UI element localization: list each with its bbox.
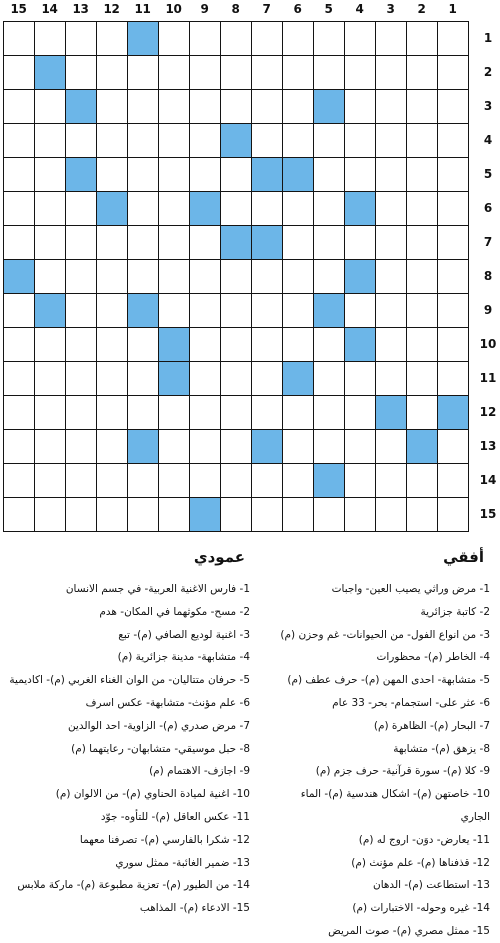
grid-cell[interactable] <box>158 293 190 328</box>
grid-cell[interactable] <box>34 89 66 124</box>
grid-cell[interactable] <box>344 89 376 124</box>
grid-cell[interactable] <box>34 361 66 396</box>
grid-cell[interactable] <box>189 395 221 430</box>
row-number: 8 <box>483 269 493 283</box>
grid-cell[interactable] <box>313 55 345 90</box>
grid-cell[interactable] <box>375 327 407 362</box>
grid-cell[interactable] <box>437 191 469 226</box>
row-number: 15 <box>479 507 497 521</box>
grid-cell[interactable] <box>313 157 345 192</box>
grid-cell[interactable] <box>282 21 314 56</box>
grid-cell[interactable] <box>437 123 469 158</box>
vertical-clue: 9- اجازف- الاهتمام (م) <box>149 765 250 778</box>
blocked-cell <box>437 395 469 430</box>
grid-cell[interactable] <box>34 21 66 56</box>
column-number: 3 <box>386 2 395 16</box>
grid-cell[interactable] <box>189 89 221 124</box>
grid-cell[interactable] <box>220 395 252 430</box>
grid-cell[interactable] <box>344 21 376 56</box>
grid-cell[interactable] <box>251 327 283 362</box>
blocked-cell <box>3 259 35 294</box>
grid-cell[interactable] <box>34 463 66 498</box>
grid-cell[interactable] <box>282 429 314 464</box>
horizontal-clue: 3- من انواع الفول- من الحيوانات- غم وحزن (م) <box>280 628 490 641</box>
grid-cell[interactable] <box>437 225 469 260</box>
grid-cell[interactable] <box>189 123 221 158</box>
grid-cell[interactable] <box>158 463 190 498</box>
grid-cell[interactable] <box>375 293 407 328</box>
grid-cell[interactable] <box>158 259 190 294</box>
grid-cell[interactable] <box>65 361 97 396</box>
grid-cell[interactable] <box>3 55 35 90</box>
vertical-clue: 7- مرض صدري (م)- الزاوية- احد الوالدين <box>67 719 250 732</box>
grid-cell[interactable] <box>220 463 252 498</box>
grid-cell[interactable] <box>96 361 128 396</box>
blocked-cell <box>65 89 97 124</box>
grid-cell[interactable] <box>96 293 128 328</box>
horizontal-clue: 1- مرض وراثي يصيب العين- واجبات <box>331 583 490 595</box>
grid-cell[interactable] <box>96 259 128 294</box>
blocked-cell <box>344 191 376 226</box>
grid-cell[interactable] <box>127 89 159 124</box>
grid-cell[interactable] <box>282 497 314 532</box>
grid-cell[interactable] <box>3 497 35 532</box>
vertical-clue: 10- اغنية لميادة الحناوي (م)- من الالوان (م) <box>55 788 250 801</box>
grid-cell[interactable] <box>375 89 407 124</box>
grid-cell[interactable] <box>3 225 35 260</box>
row-number: 9 <box>483 303 493 317</box>
grid-cell[interactable] <box>344 157 376 192</box>
grid-cell[interactable] <box>158 395 190 430</box>
row-number: 11 <box>479 371 497 385</box>
blocked-cell <box>251 225 283 260</box>
blocked-cell <box>158 327 190 362</box>
grid-cell[interactable] <box>406 157 438 192</box>
grid-cell[interactable] <box>437 55 469 90</box>
grid-cell[interactable] <box>220 497 252 532</box>
grid-cell[interactable] <box>437 293 469 328</box>
grid-cell[interactable] <box>406 191 438 226</box>
grid-cell[interactable] <box>406 361 438 396</box>
grid-cell[interactable] <box>406 259 438 294</box>
grid-cell[interactable] <box>282 293 314 328</box>
horizontal-clue: 5- متشابهة- احدى المهن (م)- حرف عطف (م) <box>287 674 490 687</box>
grid-cell[interactable] <box>3 157 35 192</box>
row-number: 3 <box>483 99 493 113</box>
grid-cell[interactable] <box>189 463 221 498</box>
grid-cell[interactable] <box>375 463 407 498</box>
grid-cell[interactable] <box>375 123 407 158</box>
grid-cell[interactable] <box>313 225 345 260</box>
grid-cell[interactable] <box>313 497 345 532</box>
column-number: 7 <box>262 2 271 16</box>
column-number: 4 <box>355 2 364 16</box>
grid-cell[interactable] <box>34 429 66 464</box>
blocked-cell <box>96 191 128 226</box>
grid-cell[interactable] <box>189 55 221 90</box>
column-number: 9 <box>200 2 209 16</box>
grid-cell[interactable] <box>220 259 252 294</box>
grid-cell[interactable] <box>251 361 283 396</box>
blocked-cell <box>344 327 376 362</box>
blocked-cell <box>282 157 314 192</box>
blocked-cell <box>127 429 159 464</box>
grid-cell[interactable] <box>344 395 376 430</box>
grid-cell[interactable] <box>251 191 283 226</box>
grid-cell[interactable] <box>313 429 345 464</box>
grid-cell[interactable] <box>437 89 469 124</box>
grid-cell[interactable] <box>3 395 35 430</box>
grid-cell[interactable] <box>96 497 128 532</box>
grid-cell[interactable] <box>34 259 66 294</box>
grid-cell[interactable] <box>282 259 314 294</box>
grid-cell[interactable] <box>375 21 407 56</box>
grid-cell[interactable] <box>406 395 438 430</box>
grid-cell[interactable] <box>437 259 469 294</box>
grid-cell[interactable] <box>251 463 283 498</box>
row-number: 7 <box>483 235 493 249</box>
grid-cell[interactable] <box>375 157 407 192</box>
grid-cell[interactable] <box>96 21 128 56</box>
horizontal-clue: 6- عثر على- استجمام- بحر- 33 عام <box>332 696 490 709</box>
row-number: 6 <box>483 201 493 215</box>
grid-cell[interactable] <box>3 429 35 464</box>
column-number: 15 <box>10 2 27 16</box>
vertical-clue: 12- شكرا بالفارسي (م)- تصرفنا معهما <box>79 833 250 846</box>
grid-cell[interactable] <box>34 157 66 192</box>
grid-cell[interactable] <box>251 497 283 532</box>
grid-cell[interactable] <box>344 429 376 464</box>
grid-cell[interactable] <box>127 123 159 158</box>
grid-cell[interactable] <box>406 327 438 362</box>
grid-cell[interactable] <box>34 225 66 260</box>
grid-cell[interactable] <box>220 21 252 56</box>
grid-cell[interactable] <box>406 225 438 260</box>
grid-cell[interactable] <box>65 429 97 464</box>
grid-cell[interactable] <box>437 361 469 396</box>
grid-cell[interactable] <box>282 463 314 498</box>
blocked-cell <box>34 293 66 328</box>
grid-cell[interactable] <box>96 463 128 498</box>
grid-cell[interactable] <box>375 259 407 294</box>
grid-cell[interactable] <box>220 157 252 192</box>
grid-cell[interactable] <box>251 123 283 158</box>
grid-cell[interactable] <box>313 21 345 56</box>
grid-cell[interactable] <box>3 21 35 56</box>
column-number: 2 <box>417 2 426 16</box>
blocked-cell <box>282 361 314 396</box>
horizontal-clue: 7- البحار (م)- الظاهرة (م) <box>373 719 490 732</box>
grid-cell[interactable] <box>158 191 190 226</box>
grid-cell[interactable] <box>65 123 97 158</box>
grid-cell[interactable] <box>313 259 345 294</box>
grid-cell[interactable] <box>127 157 159 192</box>
grid-cell[interactable] <box>406 21 438 56</box>
grid-cell[interactable] <box>220 55 252 90</box>
grid-cell[interactable] <box>282 191 314 226</box>
grid-cell[interactable] <box>65 225 97 260</box>
grid-cell[interactable] <box>65 21 97 56</box>
row-number: 1 <box>483 31 493 45</box>
grid-cell[interactable] <box>96 225 128 260</box>
grid-cell[interactable] <box>127 55 159 90</box>
grid-cell[interactable] <box>65 497 97 532</box>
horizontal-clue: 15- ممثل مصري (م)- صوت المريض <box>328 924 490 937</box>
horizontal-clue: 10- خاصتهن (م)- اشكال هندسية (م)- الماء الجاري <box>300 788 490 823</box>
grid-cell[interactable] <box>65 55 97 90</box>
blocked-cell <box>189 191 221 226</box>
grid-cell[interactable] <box>158 123 190 158</box>
grid-cell[interactable] <box>127 191 159 226</box>
grid-cell[interactable] <box>189 361 221 396</box>
vertical-clue: 13- ضمير الغائبة- ممثل سوري <box>115 856 250 869</box>
grid-cell[interactable] <box>437 463 469 498</box>
grid-cell[interactable] <box>251 259 283 294</box>
column-numbers <box>0 0 500 18</box>
vertical-clue: 5- حرفان متتاليان- من الوان الغناء الغربي (م)- اكاديمية <box>9 674 250 687</box>
grid-cell[interactable] <box>437 497 469 532</box>
grid-cell[interactable] <box>282 395 314 430</box>
grid-cell[interactable] <box>220 429 252 464</box>
grid-cell[interactable] <box>3 123 35 158</box>
column-number: 5 <box>324 2 333 16</box>
grid-cell[interactable] <box>220 361 252 396</box>
grid-cell[interactable] <box>158 157 190 192</box>
horizontal-clues <box>280 578 490 943</box>
column-number: 11 <box>134 2 151 16</box>
grid-cell[interactable] <box>251 293 283 328</box>
horizontal-clue: 2- كاتبة جزائرية <box>420 605 490 618</box>
grid-cell[interactable] <box>313 327 345 362</box>
grid-cell[interactable] <box>220 89 252 124</box>
grid-cell[interactable] <box>313 361 345 396</box>
grid-cell[interactable] <box>313 123 345 158</box>
vertical-clue: 1- فارس الاغنية العربية- في جسم الانسان <box>65 583 250 595</box>
grid-cell[interactable] <box>220 293 252 328</box>
grid-cell[interactable] <box>251 89 283 124</box>
grid-cell[interactable] <box>96 395 128 430</box>
column-number: 14 <box>41 2 58 16</box>
grid-cell[interactable] <box>127 225 159 260</box>
vertical-clue: 11- عكس العاقل (م)- للتأوه- جوّد <box>100 810 250 823</box>
blocked-cell <box>251 157 283 192</box>
grid-cell[interactable] <box>96 327 128 362</box>
column-number: 12 <box>103 2 120 16</box>
blocked-cell <box>65 157 97 192</box>
blocked-cell <box>375 395 407 430</box>
blocked-cell <box>406 429 438 464</box>
blocked-cell <box>220 225 252 260</box>
grid-cell[interactable] <box>34 123 66 158</box>
column-number: 8 <box>231 2 240 16</box>
grid-cell[interactable] <box>375 191 407 226</box>
row-number: 4 <box>483 133 493 147</box>
grid-cell[interactable] <box>344 225 376 260</box>
blocked-cell <box>344 259 376 294</box>
grid-cell[interactable] <box>158 497 190 532</box>
grid-cell[interactable] <box>158 429 190 464</box>
grid-cell[interactable] <box>282 55 314 90</box>
grid-cell[interactable] <box>34 327 66 362</box>
grid-cell[interactable] <box>344 55 376 90</box>
grid-cell[interactable] <box>3 89 35 124</box>
grid-cell[interactable] <box>375 497 407 532</box>
column-number: 6 <box>293 2 302 16</box>
grid-cell[interactable] <box>406 293 438 328</box>
horizontal-title: أفقي <box>443 548 484 566</box>
grid-cell[interactable] <box>65 395 97 430</box>
grid-cell[interactable] <box>127 497 159 532</box>
grid-cell[interactable] <box>127 395 159 430</box>
blocked-cell <box>313 293 345 328</box>
column-number: 13 <box>72 2 89 16</box>
grid-cell[interactable] <box>3 463 35 498</box>
grid-cell[interactable] <box>344 463 376 498</box>
grid-cell[interactable] <box>3 293 35 328</box>
grid-cell[interactable] <box>96 123 128 158</box>
blocked-cell <box>158 361 190 396</box>
row-number: 12 <box>479 405 497 419</box>
grid-cell[interactable] <box>189 429 221 464</box>
column-number: 1 <box>448 2 457 16</box>
grid-cell[interactable] <box>189 157 221 192</box>
grid-cell[interactable] <box>127 361 159 396</box>
grid-cell[interactable] <box>220 191 252 226</box>
row-number: 2 <box>483 65 493 79</box>
blocked-cell <box>127 21 159 56</box>
blocked-cell <box>313 89 345 124</box>
horizontal-clue: 12- قذفناها (م)- علم مؤنث (م) <box>351 856 490 869</box>
horizontal-clue: 14- غيره وحوله- الاختبارات (م) <box>352 902 490 915</box>
crossword-grid <box>3 21 468 537</box>
row-number: 14 <box>479 473 497 487</box>
grid-cell[interactable] <box>437 157 469 192</box>
row-number: 13 <box>479 439 497 453</box>
vertical-clue: 8- حبل موسيقي- متشابهان- رعايتهما (م) <box>71 742 250 755</box>
grid-cell[interactable] <box>96 55 128 90</box>
grid-cell[interactable] <box>158 89 190 124</box>
vertical-clue: 2- مسح- مكوثهما في المكان- هدم <box>99 605 250 618</box>
grid-cell[interactable] <box>282 225 314 260</box>
grid-cell[interactable] <box>3 191 35 226</box>
grid-cell[interactable] <box>65 327 97 362</box>
vertical-clue: 6- علم مؤنث- متشابهة- عكس اسرف <box>85 696 250 709</box>
grid-cell[interactable] <box>406 89 438 124</box>
grid-cell[interactable] <box>375 429 407 464</box>
grid-cell[interactable] <box>127 327 159 362</box>
grid-cell[interactable] <box>251 395 283 430</box>
grid-cell[interactable] <box>65 463 97 498</box>
blocked-cell <box>127 293 159 328</box>
blocked-cell <box>34 55 66 90</box>
grid-cell[interactable] <box>406 463 438 498</box>
grid-cell[interactable] <box>127 259 159 294</box>
blocked-cell <box>189 497 221 532</box>
grid-cell[interactable] <box>344 293 376 328</box>
grid-cell[interactable] <box>158 21 190 56</box>
grid-cell[interactable] <box>437 21 469 56</box>
grid-cell[interactable] <box>34 497 66 532</box>
row-number: 10 <box>479 337 497 351</box>
blocked-cell <box>220 123 252 158</box>
vertical-clue: 15- الادعاء (م)- المذاهب <box>139 902 250 915</box>
grid-cell[interactable] <box>437 429 469 464</box>
grid-cell[interactable] <box>158 55 190 90</box>
vertical-clues <box>5 578 250 920</box>
grid-cell[interactable] <box>34 191 66 226</box>
vertical-clue: 4- متشابهة- مدينة جزائرية (م) <box>117 651 250 664</box>
grid-cell[interactable] <box>96 89 128 124</box>
horizontal-clue: 9- كلا (م)- سورة قرآنية- حرف جزم (م) <box>315 765 490 778</box>
grid-cell[interactable] <box>65 191 97 226</box>
grid-cell[interactable] <box>65 293 97 328</box>
grid-cell[interactable] <box>313 395 345 430</box>
grid-cell[interactable] <box>282 123 314 158</box>
grid-cell[interactable] <box>313 191 345 226</box>
grid-cell[interactable] <box>127 463 159 498</box>
grid-cell[interactable] <box>34 395 66 430</box>
horizontal-clue: 8- يزهق (م)- متشابهة <box>393 742 490 755</box>
grid-cell[interactable] <box>189 327 221 362</box>
grid-cell[interactable] <box>406 123 438 158</box>
grid-cell[interactable] <box>251 21 283 56</box>
grid-cell[interactable] <box>251 55 283 90</box>
grid-cell[interactable] <box>3 361 35 396</box>
vertical-clue: 14- من الطيور (م)- تعزية مطبوعة (م)- ماركة ملابس <box>17 879 250 892</box>
vertical-clue: 3- اغنية لوديع الصافي (م)- تبع <box>118 628 250 641</box>
grid-cell[interactable] <box>282 89 314 124</box>
horizontal-clue: 13- استطاعت (م)- الدهان <box>372 879 490 892</box>
row-number: 5 <box>483 167 493 181</box>
grid-cell[interactable] <box>189 259 221 294</box>
vertical-title: عمودي <box>193 548 245 566</box>
grid-cell[interactable] <box>3 327 35 362</box>
grid-cell[interactable] <box>65 259 97 294</box>
grid-cell[interactable] <box>437 327 469 362</box>
grid-cell[interactable] <box>96 157 128 192</box>
grid-cell[interactable] <box>189 225 221 260</box>
grid-cell[interactable] <box>282 327 314 362</box>
grid-cell[interactable] <box>220 327 252 362</box>
grid-cell[interactable] <box>375 225 407 260</box>
grid-cell[interactable] <box>406 55 438 90</box>
column-number: 10 <box>165 2 182 16</box>
grid-cell[interactable] <box>344 361 376 396</box>
grid-cell[interactable] <box>344 497 376 532</box>
grid-cell[interactable] <box>344 123 376 158</box>
grid-cell[interactable] <box>158 225 190 260</box>
blocked-cell <box>313 463 345 498</box>
blocked-cell <box>251 429 283 464</box>
grid-cell[interactable] <box>189 293 221 328</box>
grid-cell[interactable] <box>375 361 407 396</box>
horizontal-clue: 4- الخاطر (م)- محظورات <box>376 651 490 664</box>
grid-cell[interactable] <box>406 497 438 532</box>
grid-cell[interactable] <box>375 55 407 90</box>
horizontal-clue: 11- يعارض- دوَن- اروج له (م) <box>358 833 490 846</box>
grid-cell[interactable] <box>189 21 221 56</box>
grid-cell[interactable] <box>96 429 128 464</box>
